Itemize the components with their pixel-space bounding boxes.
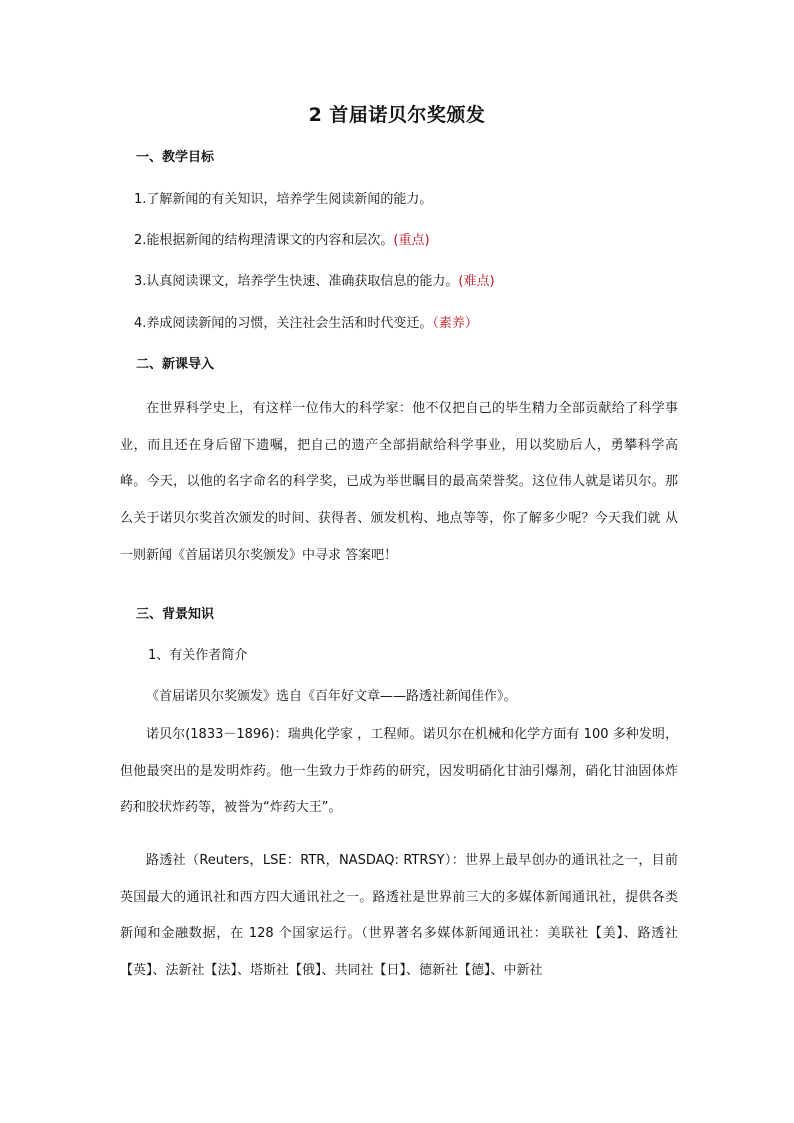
goal-item-1 [134,192,432,208]
section-heading-intro: 二、新课导入 [136,357,215,372]
goal-tag: （素养） [432,316,478,331]
reuters-paragraph [120,843,678,990]
goal-text: 1.了解新闻的有关知识，培养学生阅读新闻的能力。 [134,192,433,207]
goal-item-2 [134,233,430,249]
intro-paragraph [120,391,678,575]
goal-text: 2.能根据新闻的结构理清课文的内容和层次。 [134,233,394,248]
reuters-text: 路透社（Reuters，LSE：RTR，NASDAQ: RTRSY）：世界上最早创办的通讯社之一，目前英国最大的通讯社和西方四大通讯社之一。路透社是世界前三大的多媒体新闻通讯社，提供各类新闻和金融数据，在 128 个国家运行。（世界著名多媒体新闻通讯社：美联社【美】、路透社【英】、法新社【法】、塔斯社【俄】、共同社【日】、德新社【德】、中新社 [120,853,678,979]
goal-text: 4.养成阅读新闻的习惯，关注社会生活和时代变迁。 [134,316,433,331]
nobel-paragraph [120,717,678,827]
goal-text: 3.认真阅读课文，培养学生快速、准确获取信息的能力。 [134,274,459,289]
section-heading-goals: 一、教学目标 [136,150,215,165]
goal-item-4 [134,316,478,332]
goal-item-3 [134,274,495,290]
intro-text: 在世界科学史上，有这样一位伟大的科学家：他不仅把自己的毕生精力全部贡献给了科学事业，而且还在身后留下遗嘱，把自己的遗产全部捐献给科学事业，用以奖励后人，勇攀科学高峰。今天，以他的名字命名的科学奖，已成为举世瞩目的最高荣誉奖。这位伟人就是诺贝尔。那么关于诺贝尔奖首次颁发的时间、获得者、颁发机构、地点等等，你了解多少呢？今天我们就 从一则新闻《首届诺贝尔奖颁发》中寻求 答案吧！ [120,401,678,563]
source-line: 《首届诺贝尔奖颁发》选自《百年好文章——路透社新闻佳作》。 [146,689,517,704]
goal-tag: (重点) [393,233,430,248]
nobel-text: 诺贝尔(1833－1896)：瑞典化学家 ，工程师。诺贝尔在机械和化学方面有 100 多种发明，但他最突出的是发明炸药。他一生致力于炸药的研究，因发明硝化甘油引爆剂，硝化甘油固体炸药和胶状炸药等，被誉为“炸药大王”。 [120,727,678,816]
page-title: 2 首届诺贝尔奖颁发 [308,104,486,126]
subheading-author: 1、有关作者简介 [148,648,248,663]
section-heading-background: 三、背景知识 [136,607,215,622]
goal-tag: (难点) [458,274,495,289]
